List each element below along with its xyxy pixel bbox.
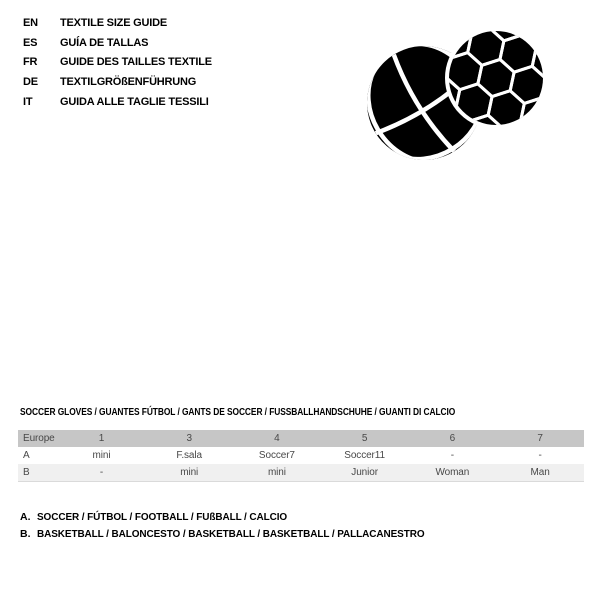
footnote-code: A. [20, 510, 31, 523]
header-cell-region: Europe [23, 433, 55, 444]
row-label: B [23, 466, 30, 478]
header-cell-size: 5 [361, 433, 368, 444]
table-cell: - [450, 450, 454, 461]
header-cell-size: 3 [186, 433, 192, 444]
table-cell: F.sala [176, 450, 202, 461]
language-label: GUÍA DE TALLAS [60, 36, 149, 49]
header-cell-size: 1 [98, 433, 105, 444]
language-row-de [23, 72, 212, 92]
row-label: A [23, 450, 30, 461]
table-cell: Junior [351, 466, 378, 478]
footnote-text: SOCCER / FÚTBOL / FOOTBALL / FUßBALL / CALCIO [37, 510, 288, 523]
language-label: TEXTILGRÖßENFÜHRUNG [60, 75, 197, 88]
language-code: FR [23, 56, 38, 69]
footnote-a [20, 508, 445, 526]
header-cell-size: 7 [537, 433, 543, 444]
language-row-it [23, 92, 212, 112]
language-code: EN [23, 16, 38, 29]
table-cell: mini [92, 450, 111, 461]
header-cell-size: 4 [274, 433, 280, 444]
language-code: IT [23, 95, 33, 108]
table-cell: - [538, 450, 542, 461]
footnotes [20, 508, 445, 543]
language-row-es [23, 33, 212, 53]
size-table-header-row [18, 430, 584, 447]
footnote-b [20, 526, 445, 544]
language-row-fr [23, 52, 212, 72]
language-label: TEXTILE SIZE GUIDE [60, 16, 168, 29]
table-cell: Soccer11 [344, 450, 385, 461]
table-cell: Soccer7 [258, 450, 295, 461]
language-label: GUIDE DES TAILLES TEXTILE [60, 56, 212, 69]
language-row-en [23, 13, 212, 33]
language-list [23, 13, 212, 111]
footnote-code: B. [20, 528, 31, 541]
balls-illustration [358, 6, 588, 178]
header-cell-size: 6 [449, 433, 456, 444]
language-code: DE [23, 75, 38, 88]
footnote-text: BASKETBALL / BALONCESTO / BASKETBALL / BASKETBALL / PALLACANESTRO [37, 528, 425, 541]
table-cell: mini [267, 466, 286, 478]
size-table [18, 430, 584, 482]
table-row-b [18, 464, 584, 481]
size-table-title: SOCCER GLOVES / GUANTES FÚTBOL / GANTS DE SOCCER / FUSSBALLHANDSCHUHE / GUANTI DI CALCIO [20, 406, 456, 418]
language-code: ES [23, 36, 38, 49]
table-row-a [18, 447, 584, 464]
language-label: GUIDA ALLE TAGLIE TESSILI [60, 95, 209, 108]
table-cell: Woman [435, 466, 470, 478]
table-cell: Man [530, 466, 550, 478]
table-cell: - [99, 466, 104, 478]
table-cell: mini [180, 466, 199, 478]
